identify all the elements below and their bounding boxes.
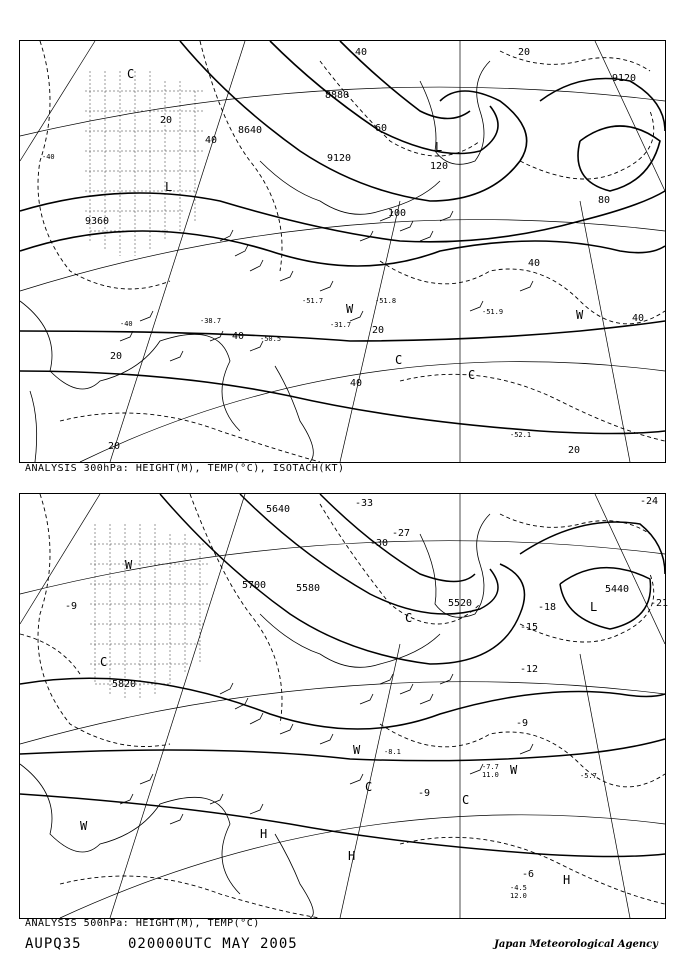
coastlines — [20, 514, 490, 918]
temp-label: -4.5 — [510, 884, 527, 892]
temp-label: -33 — [355, 498, 374, 509]
lat-lon-grid — [20, 494, 665, 918]
temp-label: -30 — [370, 538, 389, 549]
temp-label: -6 — [522, 869, 535, 880]
isotach-label: 40 — [232, 331, 245, 342]
map-500hpa-svg — [20, 494, 669, 918]
caption-300hpa: ANALYSIS 300hPa: HEIGHT(M), TEMP(°C), ISOTACH(KT) — [25, 463, 345, 474]
caption-500hpa: ANALYSIS 500hPa: HEIGHT(M), TEMP(°C) — [25, 918, 260, 929]
temp-label: -51.7 — [302, 297, 324, 305]
height-label: 5520 — [448, 598, 473, 609]
temp-label: -12 — [520, 664, 539, 675]
height-label: 8640 — [238, 125, 263, 136]
isotach-label: 40 — [528, 258, 541, 269]
height-labels — [112, 504, 629, 690]
height-label: 5580 — [296, 583, 321, 594]
temp-label: -51.8 — [375, 297, 397, 305]
temp-label: -40 — [42, 153, 55, 161]
temp-label: -9 — [516, 718, 529, 729]
isotach-label: 40 — [205, 135, 218, 146]
isotach-label: 40 — [632, 313, 645, 324]
map-panel-500hpa — [19, 493, 669, 919]
temp-label: -38.7 — [200, 317, 222, 325]
height-label: 5700 — [242, 580, 267, 591]
marker-label: H — [260, 827, 268, 841]
isotach-label: 80 — [598, 195, 611, 206]
marker-label: W — [353, 743, 361, 757]
marker-label: W — [510, 763, 518, 777]
land-hatch — [90, 524, 210, 699]
marker-label: C — [468, 368, 476, 382]
marker-label: W — [576, 308, 584, 322]
isotach-label: 20 — [568, 445, 581, 456]
temp-label: -24 — [640, 496, 659, 507]
marker-label: C — [405, 611, 413, 625]
marker-label: L — [590, 600, 598, 614]
height-label: 9120 — [612, 73, 637, 84]
temp-label: -9 — [418, 788, 431, 799]
height-label: 9120 — [327, 153, 352, 164]
marker-label: C — [365, 780, 373, 794]
marker-label: C — [127, 67, 135, 81]
temp-label: 12.0 — [510, 892, 527, 900]
height-label: 5640 — [266, 504, 291, 515]
wind-barbs — [120, 674, 533, 824]
height-labels — [85, 73, 636, 227]
agency-credit: Japan Meteorological Agency — [494, 939, 658, 950]
isotach-label: 20 — [518, 47, 531, 58]
marker-label: W — [80, 819, 88, 833]
temp-label: -8.1 — [384, 748, 401, 756]
temp-label: -7.7 — [482, 763, 499, 771]
isotach-label: 100 — [388, 208, 407, 219]
isotach-label: 20 — [110, 351, 123, 362]
height-contours — [20, 494, 665, 857]
temp-label: -5.7 — [580, 772, 597, 780]
marker-label: W — [125, 558, 133, 572]
temp-label: -31.7 — [330, 321, 352, 329]
chart-datetime: 020000UTC MAY 2005 — [128, 936, 298, 952]
temp-label: -52.1 — [510, 431, 532, 439]
height-label: 5820 — [112, 679, 137, 690]
marker-label: H — [563, 873, 571, 887]
isotach-label: 20 — [108, 441, 121, 452]
isotachs — [38, 41, 665, 462]
marker-label: H — [348, 849, 356, 863]
chart-code: AUPQ35 — [25, 936, 82, 952]
isotherms — [20, 494, 665, 918]
temp-label: -40 — [120, 320, 133, 328]
temp-label: -27 — [392, 528, 411, 539]
isotach-label: 40 — [355, 47, 368, 58]
temp-label: -21 — [650, 598, 669, 609]
land-hatch — [85, 71, 205, 256]
map-panel-300hpa — [19, 40, 666, 463]
isotach-label: 40 — [350, 378, 363, 389]
temp-label: 11.0 — [482, 771, 499, 779]
isotach-label: 20 — [372, 325, 385, 336]
temp-label: -50.5 — [260, 335, 282, 343]
temp-label: -15 — [520, 622, 539, 633]
marker-label: W — [346, 302, 354, 316]
height-label: 5440 — [605, 584, 630, 595]
marker-label: C — [462, 793, 470, 807]
isotach-label: 20 — [160, 115, 173, 126]
isotach-label: 60 — [375, 123, 388, 134]
height-label: 8880 — [325, 90, 350, 101]
marker-label: L — [165, 180, 173, 194]
temperature-labels — [65, 496, 668, 900]
temp-label: -18 — [538, 602, 557, 613]
map-300hpa-svg — [20, 41, 665, 462]
marker-label: C — [100, 655, 108, 669]
isotach-labels — [108, 47, 644, 456]
isotach-label: 120 — [430, 161, 449, 172]
marker-label: C — [395, 353, 403, 367]
temp-label: -9 — [65, 601, 78, 612]
marker-label: L — [435, 140, 443, 154]
temp-label: -51.9 — [482, 308, 504, 316]
height-label: 9360 — [85, 216, 110, 227]
